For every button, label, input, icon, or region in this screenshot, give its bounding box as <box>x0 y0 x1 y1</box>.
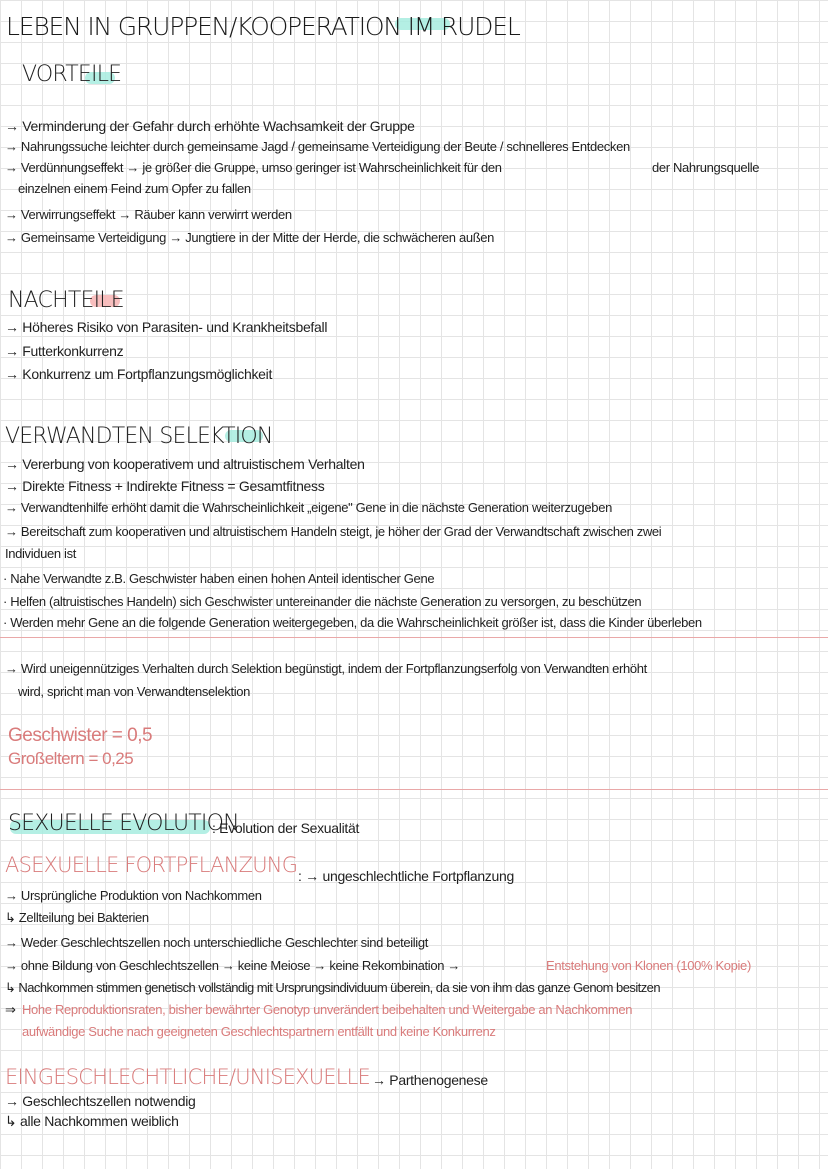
verwandten-line-3: → Verwandtenhilfe erhöht damit die Wahrscheinlichkeit „eigene" Gene in die nächste Generation weiterzugeben <box>5 500 612 515</box>
vorteile-line-5: → Verwirrungseffekt → Räuber kann verwirrt werden <box>5 207 292 222</box>
nachteile-line-2: → Futterkonkurrenz <box>5 343 124 359</box>
asexuelle-line-2: ↳ Zellteilung bei Bakterien <box>5 910 149 925</box>
verwandten-line-2: → Direkte Fitness + Indirekte Fitness = Gesamtfitness <box>5 478 325 494</box>
asexuelle-line-6b: Hohe Reproduktionsraten, bisher bewährter Genotyp unverändert beibehalten und Weitergabe an Nachkommen <box>22 1002 633 1017</box>
verwandten-line-4: → Bereitschaft zum kooperativen und altruistischem Handeln steigt, je höher der Grad der Verwandtschaft zwischen zwei <box>5 524 662 539</box>
divider-1 <box>0 637 828 638</box>
verwandten-conclusion-2: wird, spricht man von Verwandtenselektion <box>18 684 251 699</box>
page-title: LEBEN IN GRUPPEN/KOOPERATION IM RUDEL <box>6 12 520 41</box>
verwandten-conclusion-1: → Wird uneigennütziges Verhalten durch Selektion begünstigt, indem der Fortpflanzungserfolg von Verwandten erhöht <box>5 661 647 676</box>
asexuelle-line-3: → Weder Geschlechtszellen noch unterschiedliche Geschlechter sind beteiligt <box>5 935 428 950</box>
asexuelle-line-4b: Entstehung von Klonen (100% Kopie) <box>546 958 751 973</box>
unisexuelle-line-2: ↳ alle Nachkommen weiblich <box>5 1113 179 1129</box>
relatedness-siblings: Geschwister = 0,5 <box>8 725 153 746</box>
verwandten-line-7: · Helfen (altruistisches Handeln) sich Geschwister untereinander die nächste Generation zu versorgen, zu beschützen <box>3 594 642 609</box>
nachteile-line-3: → Konkurrenz um Fortpflanzungsmöglichkeit <box>5 366 273 382</box>
divider-2 <box>0 789 828 790</box>
nachteile-line-1: → Höheres Risiko von Parasiten- und Krankheitsbefall <box>5 319 328 335</box>
vorteile-line-3a: → Verdünnungseffekt → je größer die Gruppe, umso geringer ist Wahrscheinlichkeit für den <box>5 160 502 175</box>
unisexuelle-heading-suffix: → Parthenogenese <box>372 1072 488 1088</box>
asexuelle-heading: ASEXUELLE FORTPFLANZUNG <box>5 853 298 877</box>
vorteile-line-2: → Nahrungssuche leichter durch gemeinsame Jagd / gemeinsame Verteidigung der Beute / schnelleres Entdecken <box>5 139 630 154</box>
asexuelle-line-1: → Ursprüngliche Produktion von Nachkommen <box>5 888 262 903</box>
verwandten-line-5: Individuen ist <box>5 546 76 561</box>
sexuelle-heading: SEXUELLE EVOLUTION <box>8 811 239 836</box>
vorteile-line-4: einzelnen einem Feind zum Opfer zu fallen <box>18 181 251 196</box>
asexuelle-heading-suffix: : → ungeschlechtliche Fortpflanzung <box>298 868 514 884</box>
nachteile-heading: NACHTEILE <box>8 288 124 313</box>
vorteile-line-3b: der Nahrungsquelle <box>652 160 760 175</box>
relatedness-grandparents: Großeltern = 0,25 <box>8 749 134 768</box>
unisexuelle-line-1: → Geschlechtszellen notwendig <box>5 1093 196 1109</box>
asexuelle-line-5: ↳ Nachkommen stimmen genetisch vollständig mit Ursprungsindividuum überein, da sie von ihm das ganze Genom besitzen <box>5 980 661 995</box>
vorteile-line-6: → Gemeinsame Verteidigung → Jungtiere in der Mitte der Herde, die schwächeren außen <box>5 230 495 245</box>
verwandten-heading: VERWANDTEN SELEKTION <box>5 424 273 449</box>
vorteile-heading: VORTEILE <box>22 62 122 87</box>
asexuelle-line-4a: → ohne Bildung von Geschlechtszellen → keine Meiose → keine Rekombination → <box>5 958 461 973</box>
asexuelle-line-7: aufwändige Suche nach geeigneten Geschlechtspartnern entfällt und keine Konkurrenz <box>22 1024 496 1039</box>
sexuelle-heading-suffix: : Evolution der Sexualität <box>212 820 360 836</box>
vorteile-line-1: → Verminderung der Gefahr durch erhöhte Wachsamkeit der Gruppe <box>5 118 415 134</box>
asexuelle-line-6a: ⇒ <box>5 1002 16 1017</box>
verwandten-line-8: · Werden mehr Gene an die folgende Generation weitergegeben, da die Wahrscheinlichkeit größer ist, dass die Kinder überleben <box>3 615 702 630</box>
unisexuelle-heading: EINGESCHLECHTLICHE/UNISEXUELLE <box>5 1065 371 1089</box>
verwandten-line-1: → Vererbung von kooperativem und altruistischem Verhalten <box>5 456 365 472</box>
verwandten-line-6: · Nahe Verwandte z.B. Geschwister haben einen hohen Anteil identischer Gene <box>3 571 435 586</box>
